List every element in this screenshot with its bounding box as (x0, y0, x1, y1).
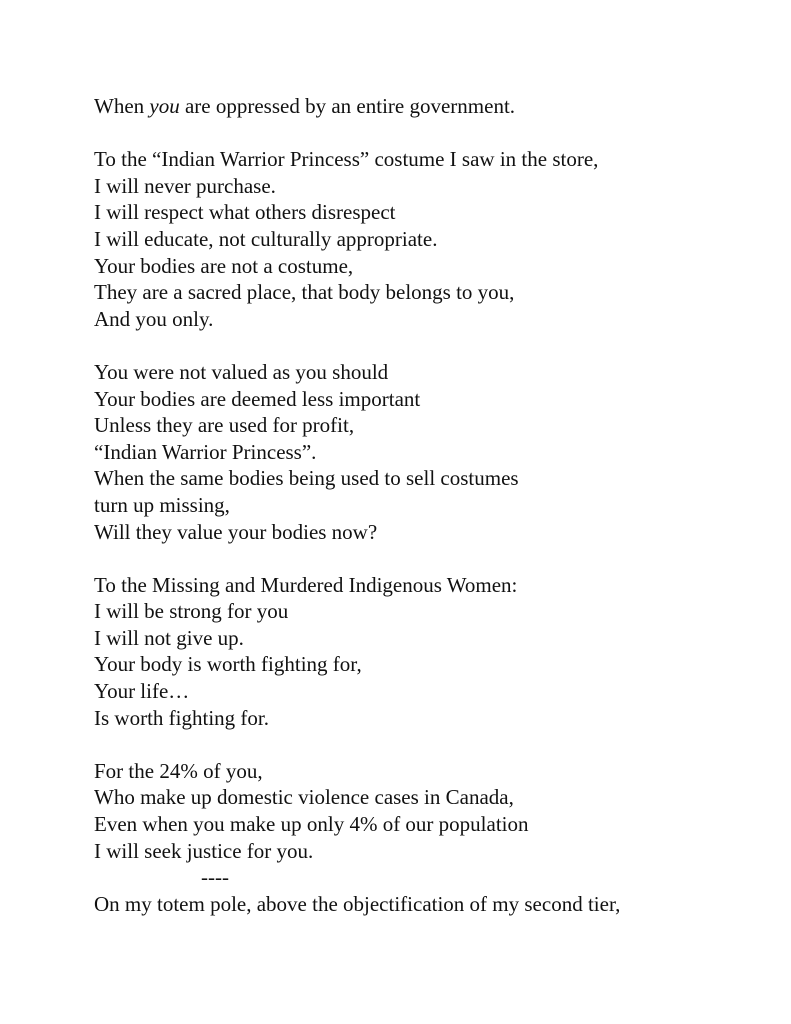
opening-line-after: are oppressed by an entire government. (179, 94, 516, 118)
poem-line: I will seek justice for you. (94, 838, 314, 863)
stanza-value (94, 359, 754, 545)
poem-line: Will they value your bodies now? (94, 519, 378, 544)
opening-line (94, 93, 754, 120)
poem-line: Your bodies are not a costume, (94, 253, 354, 278)
poem-line: “Indian Warrior Princess”. (94, 439, 317, 464)
closing-line: On my totem pole, above the objectification of my second tier, (94, 891, 621, 916)
poem-line: I will respect what others disrespect (94, 200, 396, 225)
poem-line: I will educate, not culturally appropriate. (94, 226, 438, 251)
poem-line: For the 24% of you, (94, 758, 263, 783)
poem-line: Even when you make up only 4% of our population (94, 812, 529, 837)
poem-line: I will be strong for you (94, 599, 289, 624)
poem-line: You were not valued as you should (94, 359, 389, 384)
opening-line-emphasis: you (149, 94, 180, 118)
poem-line: When the same bodies being used to sell costumes (94, 466, 519, 491)
stanza-break (94, 545, 754, 572)
stanza-mmiw (94, 572, 754, 732)
poem-line: Who make up domestic violence cases in Canada, (94, 785, 514, 810)
poem-line: And you only. (94, 306, 214, 331)
poem-body (94, 93, 754, 917)
stanza-break (94, 332, 754, 359)
section-divider: ---- (201, 865, 229, 890)
poem-line: turn up missing, (94, 492, 230, 517)
poem-line: Your body is worth fighting for, (94, 652, 362, 677)
poem-line: They are a sacred place, that body belongs to you, (94, 280, 515, 305)
poem-line: Your life… (94, 679, 190, 704)
poem-line: Your bodies are deemed less important (94, 386, 421, 411)
poem-line: Unless they are used for profit, (94, 413, 355, 438)
poem-line: I will never purchase. (94, 173, 276, 198)
stanza-costume (94, 146, 754, 332)
stanza-break (94, 731, 754, 758)
poem-line: I will not give up. (94, 625, 244, 650)
stanza-statistics (94, 758, 754, 864)
poem-line: To the Missing and Murdered Indigenous Women: (94, 572, 518, 597)
opening-line-before: When (94, 94, 150, 118)
stanza-break (94, 120, 754, 147)
poem-line: Is worth fighting for. (94, 705, 269, 730)
poem-line: To the “Indian Warrior Princess” costume I saw in the store, (94, 147, 599, 172)
